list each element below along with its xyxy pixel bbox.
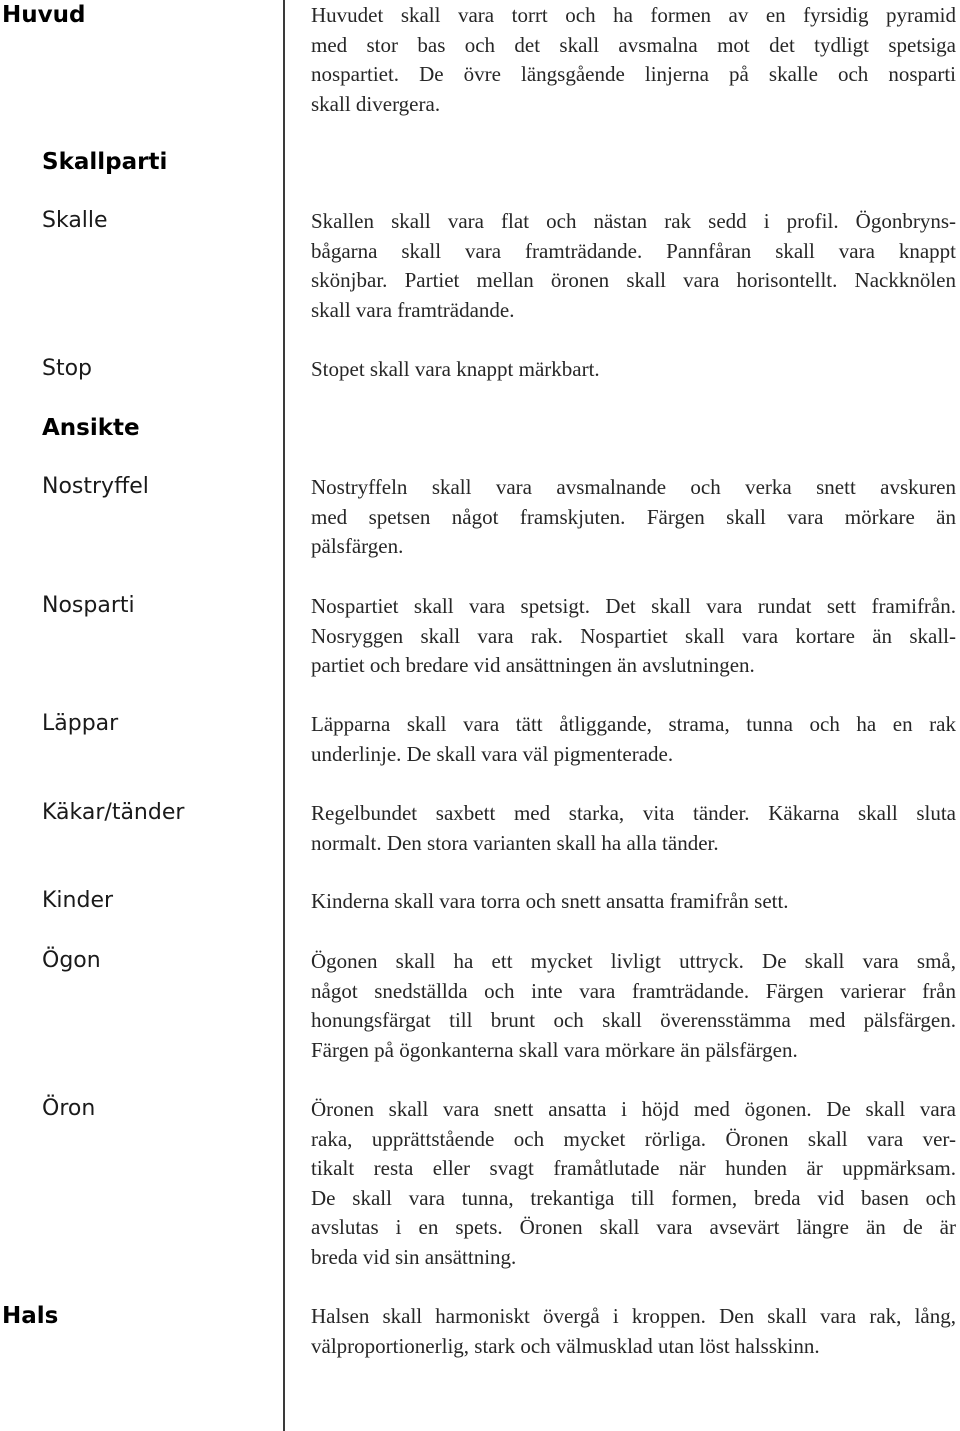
text-ogon <box>311 947 956 1065</box>
text-line: med stor bas och det skall avsmalna mot det tydligt spetsiga <box>311 32 956 57</box>
label-nostryffel: Nostryffel <box>42 474 149 499</box>
text-line: pälsfärgen. <box>311 534 404 559</box>
text-line: normalt. Den stora varianten skall ha alla tänder. <box>311 830 719 855</box>
text-line: något snedställda och inte vara framträdande. Färgen varierar från <box>311 978 956 1003</box>
label-kinder: Kinder <box>42 888 114 913</box>
text-line: De skall vara tunna, trekantiga till formen, breda vid basen och <box>311 1185 956 1210</box>
label-skalle: Skalle <box>42 208 108 233</box>
text-line: nospartiet. De övre längsgående linjerna på skalle och nosparti <box>311 62 956 87</box>
text-line: raka, upprättstående och mycket rörliga. Öronen skall vara ver- <box>311 1126 956 1151</box>
label-stop: Stop <box>42 356 93 381</box>
text-line: tikalt resta eller svagt framåtlutade när hunden är uppmärksam. <box>311 1156 956 1181</box>
label-ogon: Ögon <box>42 948 101 973</box>
text-line: honungsfärgat till brunt och skall överensstämma med pälsfärgen. <box>311 1008 956 1033</box>
text-line: Nostryffeln skall vara avsmalnande och verka snett avskuren <box>311 475 956 499</box>
text-line: underlinje. De skall vara väl pigmenterade. <box>311 741 674 766</box>
text-hals <box>311 1302 956 1361</box>
heading-huvud: Huvud <box>2 2 86 28</box>
text-line: Ögonen skall ha ett mycket livligt uttryck. De skall vara små, <box>311 949 956 973</box>
text-line: Huvudet skall vara torrt och ha formen av en fyrsidig pyramid <box>311 3 956 27</box>
label-nosparti: Nosparti <box>42 593 135 618</box>
text-nosparti <box>311 592 956 681</box>
text-line: Regelbundet saxbett med starka, vita tänder. Käkarna skall sluta <box>311 801 956 825</box>
text-line: välproportionerlig, stark och välmusklad utan löst halsskinn. <box>311 1333 820 1358</box>
label-oron: Öron <box>42 1096 96 1121</box>
text-kakar-tander <box>311 799 956 858</box>
text-huvud <box>311 1 956 119</box>
label-lappar: Läppar <box>42 711 119 736</box>
heading-ansikte: Ansikte <box>42 415 140 441</box>
text-line: skönjbar. Partiet mellan öronen skall vara horisontellt. Nackknölen <box>311 268 956 293</box>
text-line: Nospartiet skall vara spetsigt. Det skall vara rundat sett framifrån. <box>311 594 956 618</box>
column-divider <box>283 0 285 1431</box>
text-line: Nosryggen skall vara rak. Nospartiet skall vara kortare än skall- <box>311 623 956 648</box>
text-line: Stopet skall vara knappt märkbart. <box>311 357 600 381</box>
text-line: breda vid sin ansättning. <box>311 1244 517 1269</box>
text-oron <box>311 1095 956 1273</box>
heading-skallparti: Skallparti <box>42 149 168 175</box>
text-line: skall divergera. <box>311 91 441 116</box>
heading-hals: Hals <box>2 1303 59 1329</box>
text-skalle <box>311 207 956 325</box>
text-line: Läpparna skall vara tätt åtliggande, strama, tunna och ha en rak <box>311 712 956 736</box>
text-line: Färgen på ögonkanterna skall vara mörkare än pälsfärgen. <box>311 1037 798 1062</box>
text-nostryffel <box>311 473 956 562</box>
text-line: Öronen skall vara snett ansatta i höjd med ögonen. De skall vara <box>311 1097 956 1121</box>
text-line: Kinderna skall vara torra och snett ansatta framifrån sett. <box>311 889 789 913</box>
text-lappar <box>311 710 956 769</box>
text-line: Skallen skall vara flat och nästan rak sedd i profil. Ögonbryns- <box>311 209 956 233</box>
text-line: bågarna skall vara framträdande. Pannfåran skall vara knappt <box>311 238 956 263</box>
text-line: partiet och bredare vid ansättningen än avslutningen. <box>311 653 755 678</box>
label-kakar-tander: Käkar/tänder <box>42 800 185 825</box>
text-line: med spetsen något framskjuten. Färgen skall vara mörkare än <box>311 504 956 529</box>
text-line: avslutas i en spets. Öronen skall vara avsevärt längre än de är <box>311 1215 956 1240</box>
text-line: skall vara framträdande. <box>311 297 515 322</box>
text-stop <box>311 355 956 385</box>
text-kinder <box>311 887 956 917</box>
text-line: Halsen skall harmoniskt övergå i kroppen. Den skall vara rak, lång, <box>311 1304 956 1328</box>
